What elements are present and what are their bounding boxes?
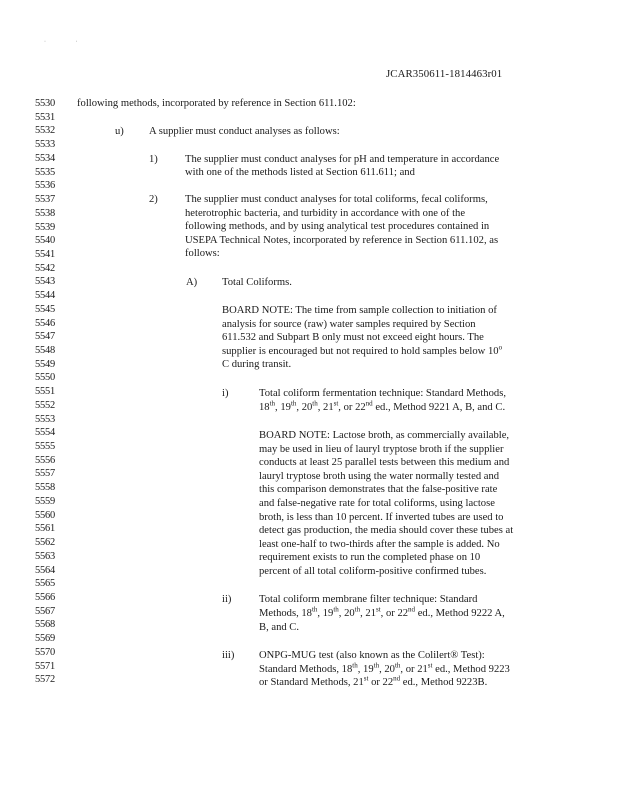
- line-number: 5536: [35, 180, 55, 192]
- board-note-1-line-3: 611.532 and Subpart B only must not exceed eight hours. The: [222, 332, 484, 343]
- board-note-1-line-2: analysis for source (raw) water samples required by Section: [222, 319, 476, 330]
- item-2-line-2: heterotrophic bacteria, and turbidity in accordance with one of the: [185, 208, 466, 219]
- text-line-5530: following methods, incorporated by reference in Section 611.102:: [77, 98, 356, 109]
- item-2-line-1: The supplier must conduct analyses for total coliforms, fecal coliforms,: [185, 194, 488, 205]
- line-number: 5557: [35, 468, 55, 480]
- board-note-1-line-5: C during transit.: [222, 359, 292, 370]
- item-ii-line-1: Total coliform membrane filter technique: Standard: [259, 594, 478, 605]
- board-note-2-line-7: broth, is less than 10 percent. If inverted tubes are used to: [259, 512, 504, 523]
- line-number: 5553: [35, 413, 55, 425]
- line-number: 5542: [35, 262, 55, 274]
- scan-marks: · ·: [44, 39, 92, 45]
- item-2-line-4: USEPA Technical Notes, incorporated by reference in Section 611.102, as: [185, 235, 499, 246]
- board-note-2-line-3: conducts at least 25 parallel tests between this medium and: [259, 457, 510, 468]
- subsection-label-u: u): [115, 126, 124, 137]
- line-number: 5556: [35, 454, 55, 466]
- line-number: 5563: [35, 550, 55, 562]
- item-2-line-3: following methods, and by using analytical test procedures contained in: [185, 221, 490, 232]
- board-note-2-line-11: percent of all total coliform-positive confirmed tubes.: [259, 566, 487, 577]
- board-note-1-line-4-text: supplier is encouraged but not required to hold samples below 10: [222, 346, 499, 357]
- line-number: 5543: [35, 276, 55, 288]
- line-number: 5530: [35, 98, 55, 109]
- item-label-1: 1): [149, 154, 158, 165]
- item-1-line-1: The supplier must conduct analyses for pH and temperature in accordance: [185, 154, 500, 165]
- line-number: 5545: [35, 303, 55, 315]
- line-number: 5565: [35, 578, 55, 590]
- line-number: 5571: [35, 660, 55, 672]
- line-number: 5538: [35, 207, 55, 219]
- item-iii-line-3: or Standard Methods, 21st or 22nd ed., Method 9223B.: [259, 674, 488, 688]
- line-number: 5537: [35, 194, 55, 205]
- line-number: 5531: [35, 111, 55, 123]
- item-i-line-2: 18th, 19th, 20th, 21st, or 22nd ed., Method 9221 A, B, and C.: [259, 399, 506, 413]
- line-number: 5560: [35, 509, 55, 521]
- item-ii-line-2: Methods, 18th, 19th, 20th, 21st, or 22nd ed., Method 9222 A,: [259, 605, 505, 619]
- line-number: 5532: [35, 125, 55, 137]
- line-number: 5568: [35, 619, 55, 631]
- subsection-text-u: A supplier must conduct analyses as follows:: [149, 126, 340, 137]
- item-label-A: A): [186, 277, 198, 288]
- item-2-line-5: follows:: [185, 248, 220, 259]
- line-number: 5570: [35, 646, 55, 658]
- board-note-2-line-10: requirement exists to run the completed phase on 10: [259, 552, 481, 563]
- line-number: 5551: [35, 386, 55, 398]
- degree-superscript: o: [498, 343, 503, 352]
- item-label-iii: iii): [222, 650, 235, 661]
- line-number: 5550: [35, 372, 55, 384]
- line-number: 5554: [35, 427, 55, 439]
- line-number: 5572: [35, 674, 55, 686]
- line-number: 5539: [35, 221, 55, 233]
- document-id: JCAR350611-1814463r01: [386, 68, 503, 80]
- board-note-2-line-8: detect gas production, the media should cover these tubes at: [259, 525, 514, 536]
- line-number: 5535: [35, 166, 55, 178]
- line-number: 5561: [35, 523, 55, 535]
- item-label-ii: ii): [222, 594, 232, 605]
- line-number: 5566: [35, 591, 55, 603]
- board-note-2-line-2: may be used in lieu of lauryl tryptose broth if the supplier: [259, 444, 504, 455]
- item-A-title: Total Coliforms.: [222, 277, 292, 288]
- board-note-1-line-1: BOARD NOTE: The time from sample collection to initiation of: [222, 305, 497, 316]
- item-label-i: i): [222, 388, 229, 399]
- board-note-2-line-6: and false-negative rate for total coliforms, using lactose: [259, 498, 495, 509]
- board-note-2-line-1: BOARD NOTE: Lactose broth, as commercially available,: [259, 430, 510, 441]
- line-number: 5564: [35, 564, 55, 576]
- line-number: 5547: [35, 331, 55, 343]
- item-i-line-1: Total coliform fermentation technique: Standard Methods,: [259, 388, 506, 399]
- item-label-2: 2): [149, 194, 158, 205]
- item-ii-line-3: B, and C.: [259, 622, 300, 633]
- line-number: 5567: [35, 605, 55, 617]
- line-number: 5569: [35, 633, 55, 645]
- line-number: 5540: [35, 235, 55, 247]
- board-note-2-line-4: lauryl tryptose broth using the water normally tested and: [259, 471, 500, 482]
- item-iii-line-1: ONPG-MUG test (also known as the Colilert® Test):: [259, 650, 485, 661]
- item-1-line-2: with one of the methods listed at Section 611.611; and: [185, 167, 415, 178]
- board-note-2-line-9: least one-half to two-thirds after the sample is added. No: [259, 539, 500, 550]
- line-number: 5562: [35, 537, 55, 548]
- line-number: 5541: [35, 248, 55, 260]
- line-number: 5552: [35, 399, 55, 411]
- line-number: 5555: [35, 441, 55, 452]
- line-number: 5544: [35, 290, 55, 302]
- line-number: 5559: [35, 495, 55, 507]
- board-note-1-line-4: [222, 343, 503, 358]
- line-number: 5549: [35, 358, 55, 370]
- item-iii-line-2: Standard Methods, 18th, 19th, 20th, or 21st ed., Method 9223: [259, 661, 510, 675]
- line-number: 5558: [35, 482, 55, 494]
- line-number: 5546: [35, 317, 55, 329]
- line-number: 5533: [35, 139, 55, 151]
- line-number: 5548: [35, 345, 55, 356]
- board-note-2-line-5: this comparison demonstrates that the false-positive rate: [259, 484, 498, 495]
- line-number: 5534: [35, 152, 55, 164]
